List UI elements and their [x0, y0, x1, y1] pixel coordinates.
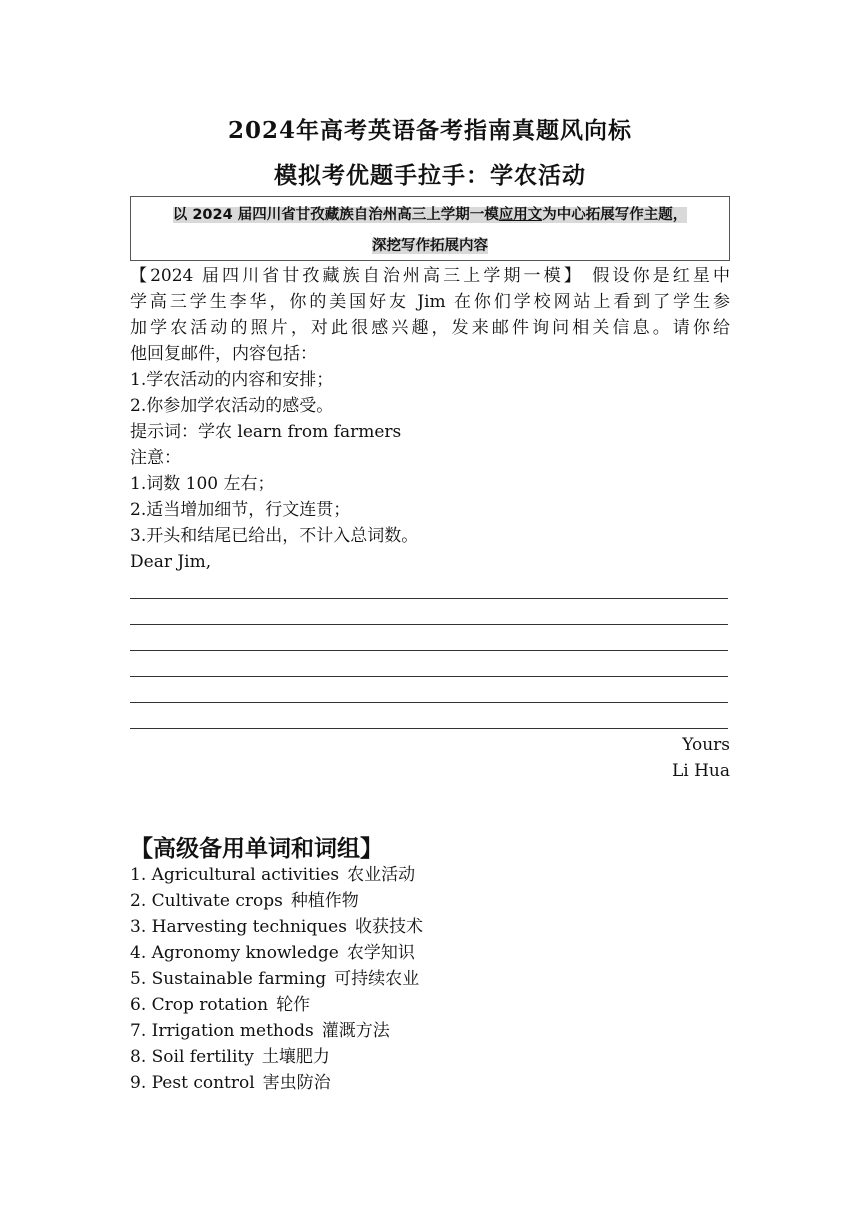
vocab-heading: 【高级备用单词和词组】 — [130, 836, 383, 862]
vocab-translation: 农学知识 — [346, 943, 415, 963]
topic-note-text-a: 以 2024 届四川省甘孜藏族自治州高三上学期一模 — [172, 207, 499, 223]
prompt-line: 2.你参加学农活动的感受。 — [130, 396, 334, 416]
note-item: 2.适当增加细节，行文连贯； — [130, 500, 351, 520]
prompt-line: 学高三学生李华，你的美国好友 Jim 在你们学校网站上看到了学生参 — [130, 292, 730, 312]
topic-note-line-1 — [131, 203, 729, 224]
page-subtitle: 模拟考优题手拉手：学农活动 — [274, 162, 586, 189]
vocab-translation: 害虫防治 — [262, 1073, 331, 1093]
vocab-item — [130, 888, 423, 914]
note-item: 1.词数 100 左右； — [130, 474, 275, 494]
notes-label: 注意： — [130, 448, 181, 468]
vocab-list — [130, 862, 423, 1096]
vocab-term: 8. Soil fertility — [130, 1047, 254, 1067]
vocab-item — [130, 862, 423, 888]
vocab-item — [130, 966, 423, 992]
prompt-line: 【2024 届四川省甘孜藏族自治州高三上学期一模】 假设你是红星中 — [130, 266, 730, 286]
vocab-translation: 轮作 — [276, 995, 311, 1015]
vocab-item — [130, 914, 423, 940]
vocab-translation: 土壤肥力 — [261, 1047, 330, 1067]
page-title: 2024年高考英语备考指南真题风向标 — [227, 117, 632, 144]
vocab-term: 6. Crop rotation — [130, 995, 269, 1015]
topic-note-text-c: 深挖写作拓展内容 — [372, 238, 488, 254]
vocab-translation: 灌溉方法 — [321, 1021, 390, 1041]
vocab-term: 2. Cultivate crops — [130, 891, 283, 911]
prompt-line: 他回复邮件，内容包括： — [130, 344, 317, 364]
vocab-item — [130, 1070, 423, 1096]
answer-line — [130, 702, 728, 703]
vocab-translation: 农业活动 — [347, 865, 416, 885]
vocab-translation: 可持续农业 — [334, 969, 420, 989]
vocab-item — [130, 940, 423, 966]
vocab-translation: 收获技术 — [354, 917, 423, 937]
vocab-term: 3. Harvesting techniques — [130, 917, 347, 937]
vocab-item — [130, 992, 423, 1018]
vocab-term: 9. Pest control — [130, 1073, 255, 1093]
vocab-term: 7. Irrigation methods — [130, 1021, 314, 1041]
vocab-item — [130, 1018, 423, 1044]
vocab-translation: 种植作物 — [290, 891, 359, 911]
letter-closing: Yours — [682, 735, 730, 755]
vocab-item — [130, 1044, 423, 1070]
vocab-term: 1. Agricultural activities — [130, 865, 340, 885]
topic-note-line-2 — [131, 234, 729, 255]
vocab-term: 4. Agronomy knowledge — [130, 943, 339, 963]
note-item: 3.开头和结尾已给出，不计入总词数。 — [130, 526, 419, 546]
letter-salutation: Dear Jim, — [130, 552, 212, 572]
letter-signature: Li Hua — [671, 761, 730, 781]
answer-line — [130, 650, 728, 651]
answer-line — [130, 676, 728, 677]
writing-prompt — [130, 263, 730, 575]
hint-words: 提示词：学农 learn from farmers — [130, 422, 402, 442]
topic-note-box — [130, 196, 730, 261]
answer-line — [130, 728, 728, 729]
prompt-line: 1.学农活动的内容和安排； — [130, 370, 334, 390]
answer-line — [130, 624, 728, 625]
answer-line — [130, 598, 728, 599]
topic-note-text-b: 为中心拓展写作主题， — [542, 207, 688, 223]
prompt-line: 加学农活动的照片，对此很感兴趣，发来邮件询问相关信息。请你给 — [130, 318, 730, 338]
topic-note-underlined: 应用文 — [498, 207, 543, 223]
vocab-term: 5. Sustainable farming — [130, 969, 327, 989]
